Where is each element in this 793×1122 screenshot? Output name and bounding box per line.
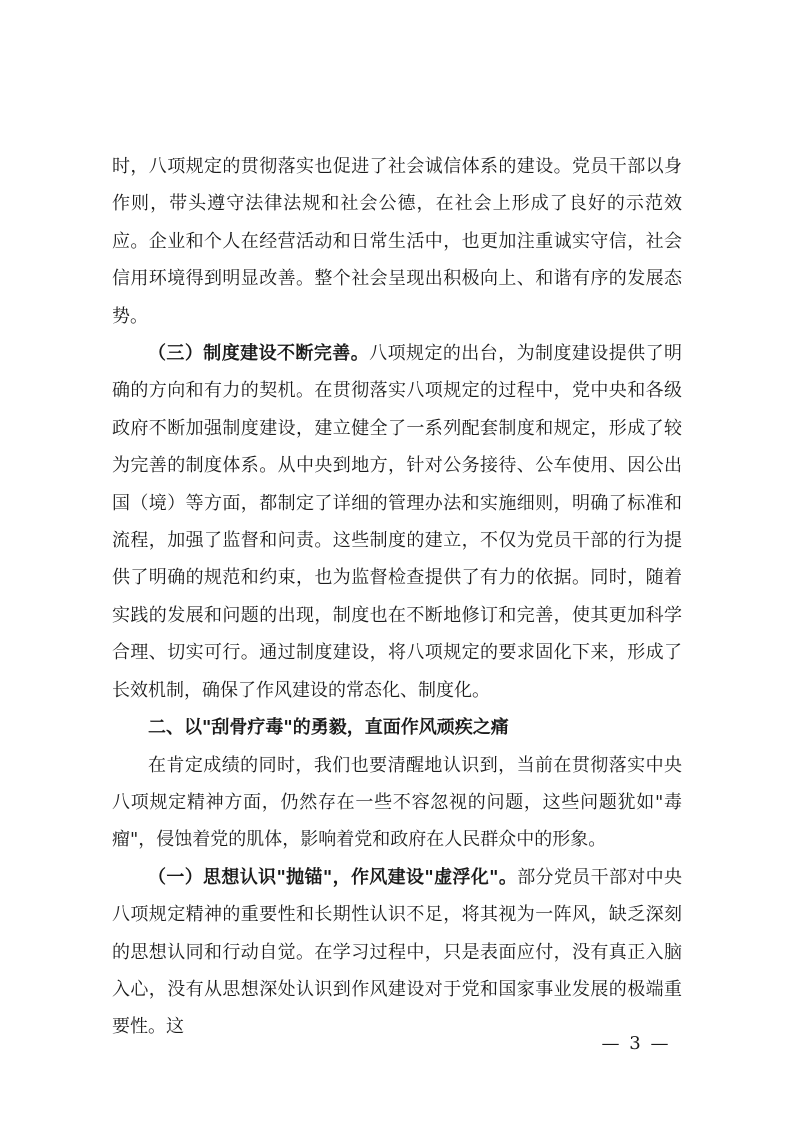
document-body: [112, 148, 682, 1046]
page-number: — 3 —: [601, 1033, 671, 1054]
subheading-ideological-issues: （一）思想认识"抛锚"，作风建设"虚浮化"。: [148, 866, 518, 888]
subheading-system-building: （三）制度建设不断完善。: [148, 343, 370, 365]
paragraph-problems-intro: 在肯定成绩的同时，我们也要清醒地认识到，当前在贯彻落实中央八项规定精神方面，仍然存在一些不容忽视的问题，这些问题犹如"毒瘤"，侵蚀着党的肌体，影响着党和政府在人民群众中的形象。: [112, 754, 682, 851]
paragraph-ideological-issues: [112, 859, 682, 1046]
paragraph-system-building-text: 八项规定的出台，为制度建设提供了明确的方向和有力的契机。在贯彻落实八项规定的过程中，党中央和各级政府不断加强制度建设，建立健全了一系列配套制度和规定，形成了较为完善的制度体系。从中央到地方，针对公务接待、公车使用、因公出国（境）等方面，都制定了详细的管理办法和实施细则，明确了标准和流程，加强了监督和问责。这些制度的建立，不仅为党员干部的行为提供了明确的规范和约束，也为监督检查提供了有力的依据。同时，随着实践的发展和问题的出现，制度也在不断地修订和完善，使其更加科学合理、切实可行。通过制度建设，将八项规定的要求固化下来，形成了长效机制，确保了作风建设的常态化、制度化。: [112, 343, 683, 701]
paragraph-ideological-issues-text: 部分党员干部对中央八项规定精神的重要性和长期性认识不足，将其视为一阵风，缺乏深刻的思想认同和行动自觉。在学习过程中，只是表面应付，没有真正入脑入心，没有从思想深处认识到作风建设对于党和国家事业发展的极端重要性。这: [112, 866, 682, 1038]
section-heading-two: 二、以"刮骨疗毒"的勇毅，直面作风顽疾之痛: [148, 717, 509, 739]
paragraph-social-credit: 时，八项规定的贯彻落实也促进了社会诚信体系的建设。党员干部以身作则，带头遵守法律法规和社会公德，在社会上形成了良好的示范效应。企业和个人在经营活动和日常生活中，也更加注重诚实守信，社会信用环境得到明显改善。整个社会呈现出积极向上、和谐有序的发展态势。: [112, 156, 682, 327]
paragraph-system-building: [112, 335, 682, 709]
